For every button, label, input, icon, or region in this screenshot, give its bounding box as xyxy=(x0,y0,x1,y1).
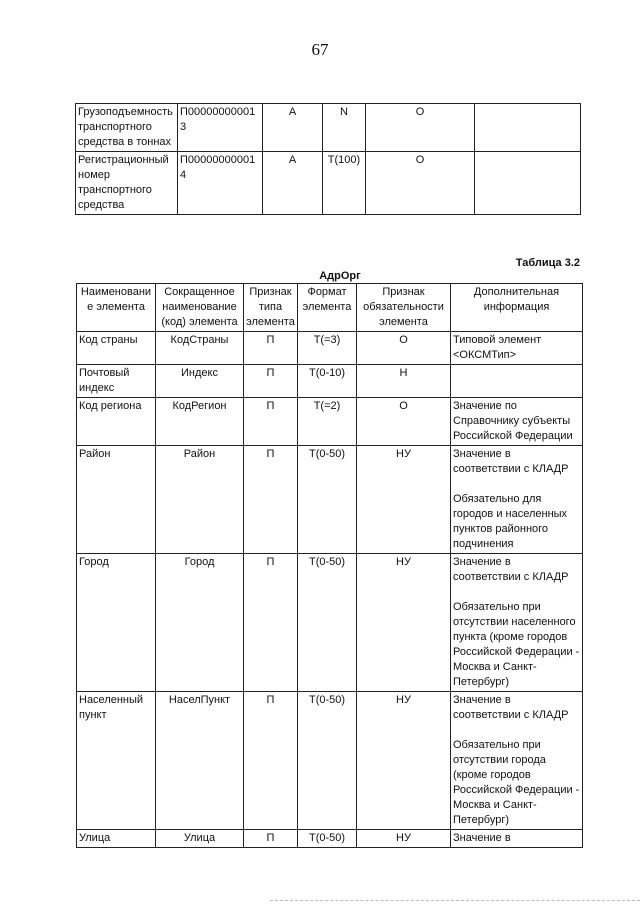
info-text: Значение в соответствии с КЛАДР xyxy=(453,556,569,583)
table-row xyxy=(76,104,581,152)
cell-required: О xyxy=(357,332,451,365)
info-text: Значение в соответствии с КЛАДР xyxy=(453,448,569,475)
info-note: Обязательно для городов и населенных пунктов районного подчинения xyxy=(453,493,568,550)
cell-code: Индекс xyxy=(156,365,244,398)
cell-code: КодСтраны xyxy=(156,332,244,365)
cell-required: Н xyxy=(357,365,451,398)
cell-format: Т(0-50) xyxy=(298,446,357,554)
cell-format: Т(0-50) xyxy=(298,554,357,692)
header-name: Наименование элемента xyxy=(77,284,156,332)
cell-code: П000000000014 xyxy=(178,152,263,215)
cell-format: Т(0-10) xyxy=(298,365,357,398)
table-row xyxy=(77,332,583,365)
header-format: Формат элемента xyxy=(298,284,357,332)
header-code: Сокращенное наименование (код) элемента xyxy=(156,284,244,332)
cell-type: П xyxy=(244,830,298,848)
cell-name: Улица xyxy=(77,830,156,848)
info-text: Значение в соответствии с КЛАДР xyxy=(453,694,569,721)
table-row xyxy=(77,398,583,446)
cell-required: О xyxy=(357,398,451,446)
continued-table xyxy=(75,103,581,215)
info-text: Значение по Справочнику субъекты Российской Федерации xyxy=(453,400,573,442)
cell-name: Почтовый индекс xyxy=(77,365,156,398)
cell-info xyxy=(451,446,583,554)
paragraph-gap xyxy=(453,585,580,600)
paragraph-gap xyxy=(453,477,580,492)
cell-info xyxy=(451,332,583,365)
cell-code: П000000000013 xyxy=(178,104,263,152)
table-row xyxy=(76,152,581,215)
cell-info xyxy=(451,554,583,692)
cell-code: Район xyxy=(156,446,244,554)
scan-edge-line xyxy=(270,900,640,901)
table-row xyxy=(77,365,583,398)
cell-type: А xyxy=(263,152,323,215)
cell-required: НУ xyxy=(357,692,451,830)
cell-required: НУ xyxy=(357,830,451,848)
header-type: Признак типа элемента xyxy=(244,284,298,332)
cell-format: Т(0-50) xyxy=(298,692,357,830)
cell-required: О xyxy=(366,152,475,215)
address-table xyxy=(76,283,583,848)
cell-code: НаселПункт xyxy=(156,692,244,830)
cell-type: П xyxy=(244,365,298,398)
cell-type: П xyxy=(244,332,298,365)
header-info: Дополнительная информация xyxy=(451,284,583,332)
cell-info xyxy=(451,365,583,398)
cell-info xyxy=(451,830,583,848)
cell-required: НУ xyxy=(357,446,451,554)
info-note: Обязательно при отсутствии города (кроме городов Российской Федерации - Москва и Санкт-Петербург) xyxy=(453,739,580,826)
cell-name: Район xyxy=(77,446,156,554)
page-number: 67 xyxy=(311,40,329,59)
table-row xyxy=(77,830,583,848)
cell-code: КодРегион xyxy=(156,398,244,446)
table-row xyxy=(77,446,583,554)
paragraph-gap xyxy=(453,723,580,738)
cell-format: N xyxy=(323,104,366,152)
info-note: Обязательно при отсутствии населенного пункта (кроме городов Российской Федерации - Москва и Санкт-Петербург) xyxy=(453,601,580,688)
cell-info xyxy=(475,152,581,215)
cell-type: П xyxy=(244,398,298,446)
table-header-row xyxy=(77,284,583,332)
cell-name: Код региона xyxy=(77,398,156,446)
cell-info xyxy=(475,104,581,152)
cell-name: Город xyxy=(77,554,156,692)
cell-name: Населенный пункт xyxy=(77,692,156,830)
cell-code: Город xyxy=(156,554,244,692)
header-required: Признак обязательности элемента xyxy=(357,284,451,332)
cell-format: Т(=3) xyxy=(298,332,357,365)
cell-required: НУ xyxy=(357,554,451,692)
cell-name: Регистрационный номер транспортного средства xyxy=(76,152,178,215)
cell-type: П xyxy=(244,692,298,830)
cell-type: П xyxy=(244,446,298,554)
info-text: Значение в xyxy=(453,832,511,844)
cell-format: Т(0-50) xyxy=(298,830,357,848)
cell-name: Код страны xyxy=(77,332,156,365)
cell-type: А xyxy=(263,104,323,152)
cell-info xyxy=(451,398,583,446)
cell-type: П xyxy=(244,554,298,692)
table-row xyxy=(77,554,583,692)
cell-format: Т(100) xyxy=(323,152,366,215)
cell-info xyxy=(451,692,583,830)
cell-code: Улица xyxy=(156,830,244,848)
table-caption: Таблица 3.2 xyxy=(515,257,580,269)
info-text: Типовой элемент <ОКСМТип> xyxy=(453,334,542,361)
table-subtitle: АдрОрг xyxy=(319,270,361,282)
cell-required: О xyxy=(366,104,475,152)
table-row xyxy=(77,692,583,830)
cell-name: Грузоподъемность транспортного средства в тоннах xyxy=(76,104,178,152)
cell-format: Т(=2) xyxy=(298,398,357,446)
